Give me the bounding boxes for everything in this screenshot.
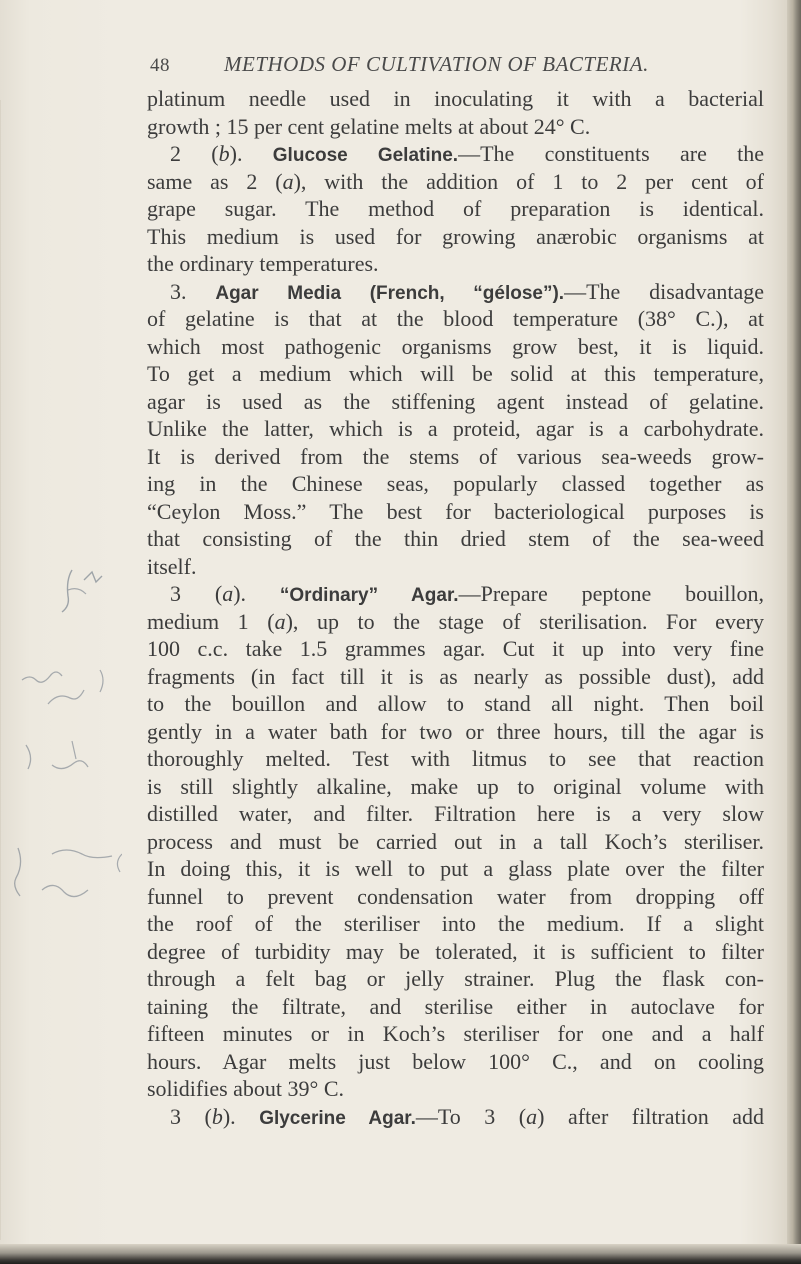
text-line — [147, 140, 764, 168]
text-line — [147, 745, 764, 773]
text-line — [147, 168, 764, 196]
text-line — [147, 828, 764, 856]
text-run: funnel to prevent condensation water from dropping off — [147, 883, 764, 909]
text-run: the roof of the steriliser into the medium. If a slight — [147, 911, 764, 936]
text-line — [147, 938, 764, 966]
text-run: growth ; 15 per cent gelatine melts at about 24° C. — [147, 113, 591, 139]
pencil-margin-mark-lower — [12, 735, 122, 815]
text-run: 3 ( — [170, 1103, 212, 1129]
pencil-margin-mark-middle — [12, 650, 122, 730]
text-run: It is derived from the stems of various sea-weeds grow- — [147, 443, 764, 469]
text-line — [147, 855, 764, 883]
text-line — [147, 333, 764, 361]
italic-letter: b — [218, 141, 230, 166]
text-run: “Ceylon Moss.” The best for bacteriological purposes is — [147, 498, 764, 524]
text-run: of gelatine is that at the blood temperature (38° C.), at — [147, 306, 764, 331]
running-head-title: METHODS OF CULTIVATION OF BACTERIA. — [224, 52, 649, 76]
text-line — [147, 773, 764, 801]
text-run: itself. — [147, 553, 197, 579]
text-run: thoroughly melted. Test with litmus to see that reaction — [147, 746, 764, 771]
text-line — [147, 388, 764, 416]
section-heading: Glycerine Agar. — [259, 1107, 416, 1129]
text-line — [147, 580, 764, 608]
text-line — [147, 85, 764, 113]
italic-letter: b — [211, 1103, 223, 1129]
text-line — [147, 553, 764, 581]
text-line — [147, 415, 764, 443]
text-run: —The constituents are the — [458, 141, 765, 166]
italic-letter: a — [274, 608, 286, 634]
text-run: ). — [222, 1103, 260, 1129]
text-run: 2 ( — [170, 141, 219, 166]
text-run: ), up to the stage of sterilisation. For every — [285, 608, 764, 634]
italic-letter: a — [526, 1103, 538, 1129]
text-run: In doing this, it is well to put a glass plate over the filter — [147, 856, 764, 881]
text-line — [147, 360, 764, 388]
section-heading: Agar Media (French, “gélose”). — [215, 282, 565, 304]
text-line — [147, 525, 764, 553]
page-bottom-edge — [0, 1244, 801, 1264]
pencil-margin-mark-upper — [12, 560, 122, 640]
text-run: fragments (in fact till it is as nearly as possible dust), add — [147, 663, 764, 689]
text-line — [147, 195, 764, 223]
text-run: ing in the Chinese seas, popularly classed together as — [147, 471, 764, 496]
text-line — [147, 443, 764, 471]
body-text — [147, 85, 764, 1130]
text-run: is still slightly alkaline, make up to original volume with — [147, 773, 764, 799]
text-run: medium 1 ( — [147, 608, 275, 634]
text-line — [147, 690, 764, 718]
text-line — [147, 305, 764, 333]
text-line — [147, 113, 764, 141]
text-run: To get a medium which will be solid at this temperature, — [147, 361, 764, 386]
italic-letter: a — [282, 168, 294, 194]
pencil-margin-mark-bottom — [12, 840, 122, 920]
text-run: degree of turbidity may be tolerated, it is sufficient to filter — [147, 938, 764, 964]
text-run: ). — [229, 141, 273, 166]
text-run: ) after filtration add — [537, 1103, 765, 1129]
text-run: that consisting of the thin dried stem of the sea-weed — [147, 526, 764, 551]
section-heading: Glucose Gelatine. — [272, 145, 459, 166]
text-run: 3. — [170, 278, 216, 304]
text-line — [147, 993, 764, 1021]
text-line — [147, 1020, 764, 1048]
text-run: —To 3 ( — [415, 1103, 527, 1129]
text-run: grape sugar. The method of preparation is identical. — [147, 196, 764, 221]
text-line — [147, 663, 764, 691]
text-run: fifteen minutes or in Koch’s steriliser for one and a half — [147, 1021, 764, 1046]
text-run: to the bouillon and allow to stand all night. Then boil — [147, 691, 764, 716]
text-run: Unlike the latter, which is a proteid, agar is a carbohydrate. — [147, 416, 764, 441]
text-line — [147, 910, 764, 938]
text-line — [147, 1048, 764, 1076]
text-run: hours. Agar melts just below 100° C., and on cooling — [147, 1048, 764, 1074]
text-line — [147, 635, 764, 663]
text-run: agar is used as the stiffening agent instead of gelatine. — [147, 388, 764, 414]
text-run: the ordinary temperatures. — [147, 251, 379, 276]
text-line — [147, 223, 764, 251]
text-run: same as 2 ( — [147, 168, 283, 194]
text-line — [147, 470, 764, 498]
text-run: gently in a water bath for two or three hours, till the agar is — [147, 718, 764, 744]
text-run: 3 ( — [170, 581, 223, 606]
text-line — [147, 718, 764, 746]
text-run: process and must be carried out in a tall Koch’s steriliser. — [147, 828, 764, 854]
text-run: ). — [233, 581, 280, 606]
text-line — [147, 1103, 764, 1131]
text-line — [147, 250, 764, 278]
text-run: taining the filtrate, and sterilise either in autoclave for — [147, 993, 764, 1019]
italic-letter: a — [222, 581, 234, 606]
text-line — [147, 278, 764, 306]
text-line — [147, 498, 764, 526]
text-line — [147, 608, 764, 636]
text-run: which most pathogenic organisms grow best, it is liquid. — [147, 333, 764, 359]
text-line — [147, 1075, 764, 1103]
running-header — [150, 52, 770, 77]
page-fore-edge — [787, 0, 801, 1264]
text-run: platinum needle used in inoculating it with a bacterial — [147, 86, 764, 111]
text-line — [147, 883, 764, 911]
section-heading: “Ordinary” Agar. — [279, 585, 459, 606]
text-run: distilled water, and filter. Filtration here is a very slow — [147, 801, 764, 826]
text-run: —Prepare peptone bouillon, — [458, 581, 764, 606]
text-run: through a felt bag or jelly strainer. Plug the flask con- — [147, 966, 764, 991]
text-run: This medium is used for growing anærobic organisms at — [147, 223, 764, 249]
text-line — [147, 965, 764, 993]
page-number: 48 — [150, 55, 170, 76]
text-line — [147, 800, 764, 828]
text-run: ), with the addition of 1 to 2 per cent of — [293, 168, 764, 194]
text-run: —The disadvantage — [564, 278, 764, 304]
text-run: solidifies about 39° C. — [147, 1076, 345, 1101]
text-run: 100 c.c. take 1.5 grammes agar. Cut it up into very fine — [147, 636, 764, 661]
